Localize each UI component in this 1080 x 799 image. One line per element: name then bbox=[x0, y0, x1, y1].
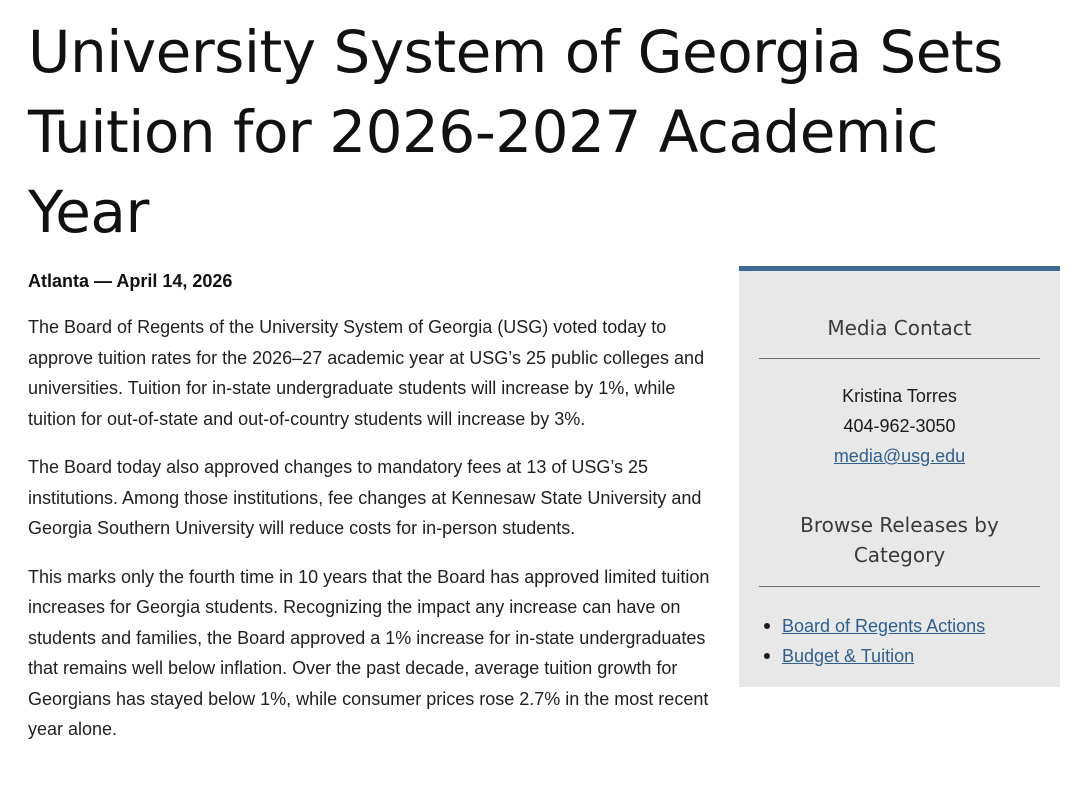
list-item bbox=[761, 611, 985, 641]
bullet-icon bbox=[764, 653, 770, 659]
category-list bbox=[761, 611, 985, 671]
media-contact-heading: Media Contact bbox=[827, 316, 972, 340]
contact-email-link[interactable]: media@usg.edu bbox=[833, 446, 966, 466]
article-paragraph: The Board of Regents of the University System of Georgia (USG) voted today to approve tuition rates for the 2026–27 academic year at USG’s 25 public colleges and universities. Tuition for in-state undergraduate students will increase by 1%, while tuition for out-of-state and out-of-country students will increase by 3%. bbox=[28, 317, 705, 429]
contact-phone: 404-962-3050 bbox=[843, 416, 956, 436]
list-item bbox=[761, 641, 985, 671]
article-paragraph: The Board today also approved changes to mandatory fees at 13 of USG’s 25 institutions. Among those institutions, fee changes at Kennesaw State University and Georgia Southern University will reduce costs for in-person students. bbox=[28, 457, 702, 538]
category-link-board-of-regents-actions[interactable]: Board of Regents Actions bbox=[782, 616, 986, 636]
bullet-icon bbox=[764, 623, 770, 629]
media-contact-details bbox=[739, 381, 1060, 471]
contact-name: Kristina Torres bbox=[842, 386, 957, 406]
article-paragraph: This marks only the fourth time in 10 years that the Board has approved limited tuition increases for Georgia students. Recognizing the impact any increase can have on students and families, the Board approved a 1% increase for in-state undergraduates that remains well below inflation. Over the past decade, average tuition growth for Georgians has stayed below 1%, while consumer prices rose 2.7% in the most recent year alone. bbox=[28, 566, 710, 739]
divider bbox=[759, 358, 1040, 359]
sidebar bbox=[739, 266, 1060, 687]
dateline: Atlanta — April 14, 2026 bbox=[28, 271, 233, 291]
browse-releases-heading: Browse Releases by Category bbox=[800, 513, 999, 567]
divider bbox=[759, 586, 1040, 587]
page-title: University System of Georgia Sets Tuition for 2026-2027 Academic Year bbox=[28, 18, 1003, 246]
category-link-budget-tuition[interactable]: Budget & Tuition bbox=[782, 646, 915, 666]
article-body bbox=[28, 266, 718, 763]
